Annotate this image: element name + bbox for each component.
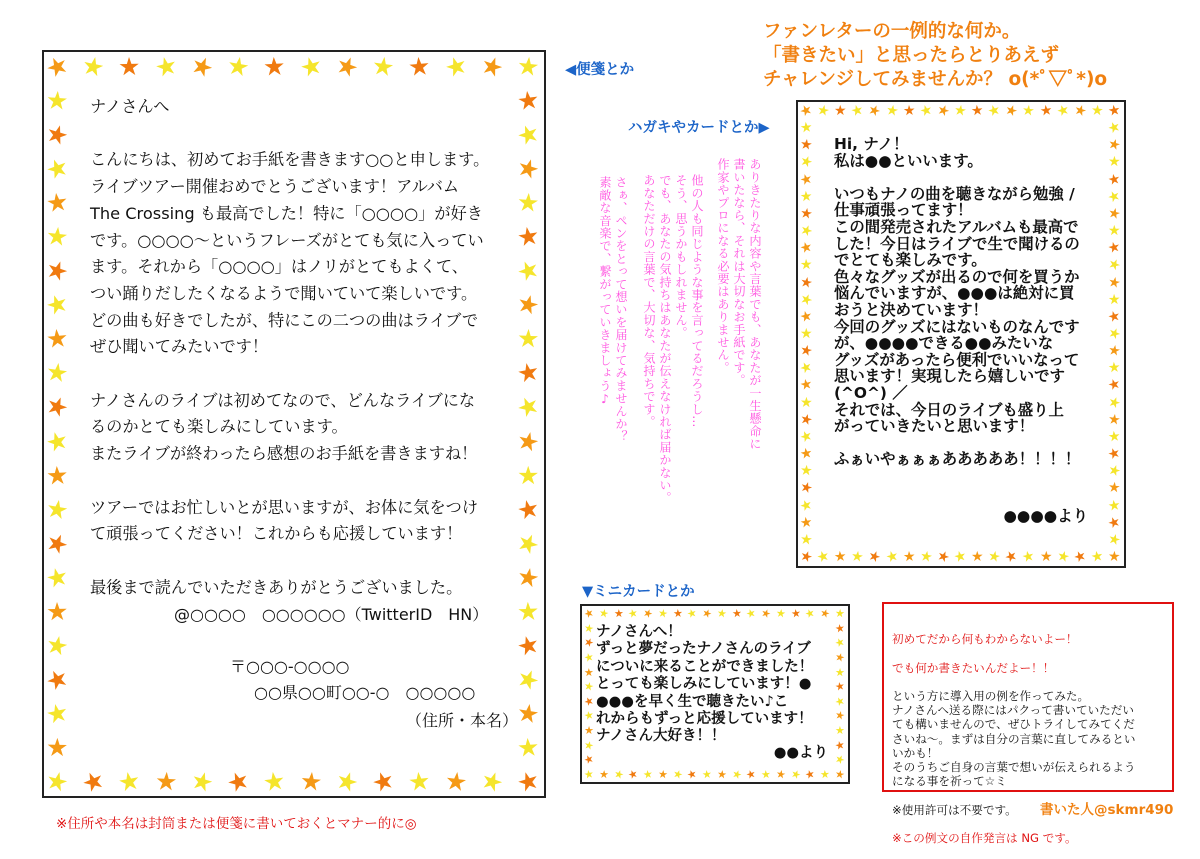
star-icon: ★ — [331, 48, 363, 85]
star-icon: ★ — [799, 257, 813, 274]
star-icon: ★ — [797, 358, 816, 379]
star-icon: ★ — [1105, 118, 1124, 138]
star-icon: ★ — [79, 49, 108, 84]
star-icon: ★ — [815, 101, 832, 121]
star-icon: ★ — [701, 767, 713, 782]
star-icon: ★ — [514, 492, 543, 526]
star-icon: ★ — [44, 221, 70, 253]
star-icon: ★ — [797, 152, 815, 173]
star-icon: ★ — [1106, 170, 1122, 189]
star-icon: ★ — [834, 102, 847, 120]
star-icon: ★ — [685, 766, 700, 783]
vertical-text-8: さぁ、ペンをとって想いを届けてみませんか？ — [614, 176, 628, 443]
star-icon: ★ — [45, 732, 69, 763]
star-icon: ★ — [799, 531, 814, 549]
star-icon: ★ — [1107, 428, 1122, 446]
star-icon: ★ — [797, 478, 815, 498]
star-icon: ★ — [1106, 342, 1122, 361]
star-icon: ★ — [1107, 548, 1121, 566]
star-icon: ★ — [514, 697, 542, 730]
star-icon: ★ — [799, 394, 813, 411]
star-icon: ★ — [261, 765, 288, 798]
star-icon: ★ — [262, 51, 287, 82]
star-icon: ★ — [1107, 291, 1121, 308]
star-icon: ★ — [799, 513, 814, 532]
star-icon: ★ — [1105, 375, 1123, 395]
star-icon: ★ — [440, 49, 471, 84]
star-icon: ★ — [834, 606, 846, 621]
star-icon: ★ — [516, 187, 541, 218]
star-icon: ★ — [834, 620, 846, 636]
star-icon: ★ — [512, 525, 545, 561]
star-icon: ★ — [731, 606, 743, 621]
star-icon: ★ — [832, 751, 848, 768]
star-icon: ★ — [729, 766, 744, 783]
star-icon: ★ — [902, 102, 916, 120]
star-icon: ★ — [672, 606, 683, 621]
star-icon: ★ — [1107, 411, 1122, 429]
star-icon: ★ — [797, 495, 815, 516]
star-icon: ★ — [883, 547, 901, 567]
postcard-body: Hi, ナノ！ 私は●●といいます。 いつもナノの曲を聴きながら勉強 / 仕事頑張ってます！ この間発売されたアルバムも最高で した！今日はライブで生で聞けるの でとても楽しみです。 色々なグッズが出るので何を買うか 悩んでいますが、●●●は絶対に買 おうと決めています！ 今回のグッズにはないものなんです が、●●●●できる●●みたいな グッズがあったら便利でいいなって 思います！実現したら嬉しいです (^O^) ／ それでは、今日のライブも盛り上 がっていきたいと思います！ ふぁいやぁぁぁあああああ！！！！ — [834, 135, 1081, 469]
star-icon: ★ — [42, 423, 72, 459]
letter-address: ○○県○○町○○-○ ○○○○○ — [254, 683, 476, 702]
star-icon: ★ — [716, 606, 728, 621]
star-icon: ★ — [476, 49, 508, 84]
star-icon: ★ — [626, 766, 641, 783]
star-icon: ★ — [512, 661, 545, 697]
star-icon: ★ — [1106, 102, 1122, 120]
star-icon: ★ — [40, 48, 74, 85]
star-icon: ★ — [1105, 255, 1124, 276]
star-icon: ★ — [832, 634, 847, 651]
star-icon: ★ — [1105, 392, 1123, 413]
star-icon: ★ — [581, 605, 597, 622]
star-icon: ★ — [513, 287, 543, 322]
letter-body: ナノさんへ こんにちは、初めてお手紙を書きます○○と申します。 ライブツアー開催おめでとうございます！アルバム The Crossing も最高でした！特に「○○○○」が好き です。○○○○〜というフレーズがとても気に入ってい ます。それから「○○○○」はノリがとてもよくて、 つい踊りだしたくなるようで聞いていて楽しいです。 どの曲も好きでしたが、特にこの二つの曲はライブで ぜひ聞いてみたいです！ ナノさんのライブは初めてなので、どんなライブにな るのかとても楽しみにしています。 またライブが終わったら感想のお手紙を書きますね！ ツアーではお忙しいとが思いますが、お体に気をつけ て頑張ってください！これからも応援しています！ 最後まで読んでいただきありがとうございました。 — [90, 97, 490, 597]
star-icon: ★ — [970, 102, 985, 120]
star-icon: ★ — [42, 117, 73, 152]
minicard-from: ●●より — [773, 745, 828, 761]
star-icon: ★ — [582, 708, 596, 724]
star-icon: ★ — [800, 326, 813, 342]
star-icon: ★ — [514, 356, 542, 390]
star-icon: ★ — [1107, 479, 1122, 497]
vertical-text-5: そう、思うかもしれません。 — [674, 174, 688, 340]
star-icon: ★ — [952, 102, 968, 120]
star-icon: ★ — [513, 151, 544, 186]
star-icon: ★ — [832, 693, 848, 710]
letter-paper — [42, 50, 546, 798]
minicard-body: ナノさんへ！ ずっと夢だったナノさんのライブ についに来ることができました！ とっても楽しみにしています！● ●●●を早く生で聴きたい♪こ れからもずっと応援しています！ ナノさん大好き！！ — [596, 624, 814, 745]
star-icon: ★ — [1106, 239, 1123, 258]
star-icon: ★ — [1002, 547, 1021, 567]
star-icon: ★ — [44, 357, 71, 389]
star-icon: ★ — [222, 763, 255, 800]
star-icon: ★ — [798, 445, 814, 463]
star-icon: ★ — [1038, 102, 1054, 120]
star-icon: ★ — [42, 764, 72, 799]
letter-address-note: （住所・本名） — [406, 711, 519, 730]
star-icon: ★ — [803, 605, 818, 622]
star-icon: ★ — [42, 287, 73, 323]
star-icon: ★ — [902, 548, 916, 566]
star-icon: ★ — [515, 50, 541, 83]
star-icon: ★ — [797, 170, 815, 190]
star-icon: ★ — [186, 48, 219, 85]
star-icon: ★ — [1106, 204, 1123, 224]
star-icon: ★ — [512, 253, 545, 289]
star-icon: ★ — [1106, 530, 1123, 550]
footer-note: ※住所や本名は封筒または便箋に書いておくとマナー的に◎ — [56, 816, 417, 832]
star-icon: ★ — [1108, 223, 1121, 240]
star-icon: ★ — [934, 101, 952, 121]
star-icon: ★ — [1054, 547, 1071, 567]
star-icon: ★ — [700, 605, 714, 622]
star-icon: ★ — [43, 628, 72, 662]
star-icon: ★ — [1105, 461, 1123, 481]
star-icon: ★ — [43, 492, 71, 526]
star-icon: ★ — [582, 620, 595, 636]
star-icon: ★ — [597, 606, 610, 621]
star-icon: ★ — [798, 205, 814, 223]
star-icon: ★ — [513, 764, 544, 799]
star-icon: ★ — [788, 766, 803, 783]
star-icon: ★ — [797, 221, 816, 241]
star-icon: ★ — [598, 767, 609, 782]
star-icon: ★ — [513, 628, 543, 663]
star-icon: ★ — [582, 679, 596, 695]
star-icon: ★ — [818, 605, 832, 622]
star-icon: ★ — [611, 766, 625, 783]
star-icon: ★ — [640, 605, 656, 622]
star-icon: ★ — [476, 764, 508, 799]
star-icon: ★ — [775, 606, 787, 621]
vertical-text-7: あなただけの言葉で、大切な、気持ちです。 — [642, 174, 656, 428]
mini-card — [580, 604, 850, 784]
star-icon: ★ — [1107, 359, 1122, 377]
star-icon: ★ — [685, 605, 699, 622]
star-icon: ★ — [797, 289, 816, 310]
letter-signature: @○○○○ ○○○○○○（TwitterID HN） — [174, 605, 489, 624]
star-icon: ★ — [1020, 547, 1037, 567]
star-icon: ★ — [582, 649, 596, 665]
star-icon: ★ — [835, 724, 845, 738]
star-icon: ★ — [407, 51, 432, 82]
star-icon: ★ — [833, 737, 847, 753]
star-icon: ★ — [45, 596, 69, 626]
star-icon: ★ — [865, 101, 884, 121]
star-icon: ★ — [187, 764, 217, 799]
label-hagaki: ハガキやカードとか▶ — [628, 120, 770, 136]
star-icon: ★ — [516, 323, 540, 354]
star-icon: ★ — [798, 307, 815, 327]
star-icon: ★ — [45, 85, 70, 116]
star-icon: ★ — [1106, 135, 1123, 155]
note-line-2: でも何か書きたいんだよー！！ — [892, 660, 1055, 675]
star-icon: ★ — [760, 767, 772, 782]
star-icon: ★ — [581, 634, 597, 651]
star-icon: ★ — [986, 101, 1003, 121]
star-icon: ★ — [1105, 186, 1124, 207]
label-minicard: ▼ミニカードとか — [582, 584, 695, 600]
star-icon: ★ — [118, 51, 142, 82]
star-icon: ★ — [224, 50, 252, 83]
star-icon: ★ — [799, 188, 814, 206]
star-icon: ★ — [833, 679, 847, 694]
star-icon: ★ — [1106, 496, 1122, 515]
star-icon: ★ — [581, 751, 597, 768]
star-icon: ★ — [952, 547, 969, 567]
star-icon: ★ — [42, 560, 72, 594]
star-icon: ★ — [582, 767, 595, 782]
star-icon: ★ — [789, 606, 802, 621]
letter-postal-code: 〒○○○-○○○○ — [230, 657, 350, 676]
star-icon: ★ — [44, 186, 71, 219]
star-icon: ★ — [799, 462, 814, 480]
star-icon: ★ — [774, 767, 787, 782]
star-icon: ★ — [797, 547, 815, 567]
star-icon: ★ — [918, 548, 934, 566]
star-icon: ★ — [833, 708, 847, 724]
note-ng-warning: ※この例文の自作発言は NG です。 — [892, 831, 1077, 846]
author-credit: 書いた人@skmr490 — [1040, 802, 1174, 818]
star-icon: ★ — [1105, 512, 1124, 533]
star-icon: ★ — [1106, 307, 1123, 327]
star-icon: ★ — [512, 389, 545, 425]
star-icon: ★ — [77, 763, 110, 800]
star-icon: ★ — [442, 765, 469, 798]
star-icon: ★ — [514, 560, 542, 594]
star-icon: ★ — [797, 101, 816, 121]
postcard — [796, 100, 1126, 568]
star-icon: ★ — [1021, 102, 1036, 120]
star-icon: ★ — [1054, 101, 1072, 121]
star-icon: ★ — [41, 525, 74, 561]
star-icon: ★ — [799, 136, 814, 155]
star-icon: ★ — [799, 119, 814, 137]
star-icon: ★ — [670, 766, 685, 783]
star-icon: ★ — [41, 151, 73, 187]
star-icon: ★ — [582, 737, 596, 753]
star-icon: ★ — [516, 596, 540, 627]
star-icon: ★ — [1106, 273, 1122, 292]
star-icon: ★ — [581, 693, 597, 710]
star-icon: ★ — [657, 767, 669, 782]
star-icon: ★ — [44, 323, 70, 355]
headline: ファンレターの一例的な何か。 「書きたい」と思ったらとりあえず チャレンジしてみませんか？ o(*ﾟ▽ﾟ*)o — [763, 21, 1108, 90]
star-icon: ★ — [515, 84, 542, 117]
star-icon: ★ — [934, 547, 953, 567]
star-icon: ★ — [833, 649, 847, 665]
star-icon: ★ — [1071, 101, 1089, 121]
star-icon: ★ — [1071, 547, 1089, 567]
star-icon: ★ — [331, 764, 363, 799]
star-icon: ★ — [865, 547, 884, 567]
star-icon: ★ — [116, 765, 144, 798]
note-line-1: 初めてだから何もわからないよー！ — [892, 632, 1078, 647]
star-icon: ★ — [370, 50, 397, 83]
star-icon: ★ — [45, 459, 70, 491]
star-icon: ★ — [517, 460, 540, 490]
star-icon: ★ — [151, 49, 181, 84]
star-icon: ★ — [744, 766, 758, 783]
star-icon: ★ — [626, 605, 640, 622]
star-icon: ★ — [1089, 548, 1105, 566]
star-icon: ★ — [1090, 102, 1104, 120]
star-icon: ★ — [850, 548, 865, 566]
star-icon: ★ — [1039, 548, 1053, 566]
star-icon: ★ — [986, 547, 1003, 567]
star-icon: ★ — [656, 606, 669, 621]
star-icon: ★ — [759, 605, 773, 622]
vertical-text-2: 書いたなら、それは大切なお手紙です。 — [732, 158, 746, 387]
star-icon: ★ — [642, 767, 654, 782]
star-icon: ★ — [1105, 444, 1123, 464]
star-icon: ★ — [583, 723, 594, 738]
star-icon: ★ — [798, 376, 814, 395]
star-icon: ★ — [298, 766, 324, 797]
star-icon: ★ — [516, 732, 541, 763]
star-icon: ★ — [798, 238, 815, 258]
star-icon: ★ — [153, 766, 178, 797]
star-icon: ★ — [406, 765, 433, 798]
star-icon: ★ — [884, 102, 900, 120]
vertical-text-3: 作家やプロになる必要はありません。 — [716, 158, 730, 374]
star-icon: ★ — [849, 101, 866, 121]
vertical-text-9: 素敵な音楽で、繋がっていきましょう♪ — [598, 176, 612, 407]
star-icon: ★ — [41, 253, 73, 289]
note-content — [892, 618, 1166, 859]
star-icon: ★ — [834, 665, 846, 679]
postcard-from: ●●●●より — [1003, 507, 1088, 525]
star-icon: ★ — [820, 767, 831, 782]
star-icon: ★ — [716, 767, 728, 782]
star-icon: ★ — [613, 606, 624, 621]
star-icon: ★ — [514, 424, 543, 458]
star-icon: ★ — [1003, 101, 1021, 121]
star-icon: ★ — [1105, 324, 1124, 344]
star-icon: ★ — [803, 766, 817, 783]
star-icon: ★ — [1107, 154, 1121, 171]
star-icon: ★ — [797, 427, 816, 447]
star-icon: ★ — [970, 548, 984, 566]
star-icon: ★ — [798, 410, 815, 430]
star-icon: ★ — [833, 767, 847, 782]
star-icon: ★ — [296, 49, 326, 84]
vertical-text-4: 他の人も同じような事を言ってるだろうし… — [690, 174, 704, 428]
star-icon: ★ — [744, 605, 759, 622]
star-icon: ★ — [583, 665, 594, 679]
star-icon: ★ — [798, 341, 815, 361]
star-icon: ★ — [917, 101, 935, 121]
star-icon: ★ — [367, 764, 399, 799]
note-body: という方に導入用の例を作ってみた。 ナノさんへ送る際にはパクって書いていただい ても構いませんので、ぜひトライしてみてくだ さいね〜。まずは自分の言葉に直してみるとい いかも！ そのうちご自身の言葉で想いが伝えられるよう になる事を祈って☆ミ ※使用許可は不要です。 — [892, 689, 1136, 817]
star-icon: ★ — [43, 696, 72, 730]
star-icon: ★ — [798, 273, 814, 292]
star-icon: ★ — [833, 548, 848, 566]
vertical-text-6: でも、あなたの気持ちはあなたが伝えなければ届かない。 — [658, 174, 672, 505]
star-icon: ★ — [512, 117, 544, 153]
star-icon: ★ — [40, 661, 74, 698]
star-icon: ★ — [514, 220, 542, 253]
star-icon: ★ — [41, 389, 73, 425]
label-binsen: ◀便箋とか — [565, 62, 635, 78]
vertical-text-1: ありきたりな内容や言葉でも、あなたが一生懸命に — [748, 158, 762, 451]
star-icon: ★ — [814, 547, 832, 567]
